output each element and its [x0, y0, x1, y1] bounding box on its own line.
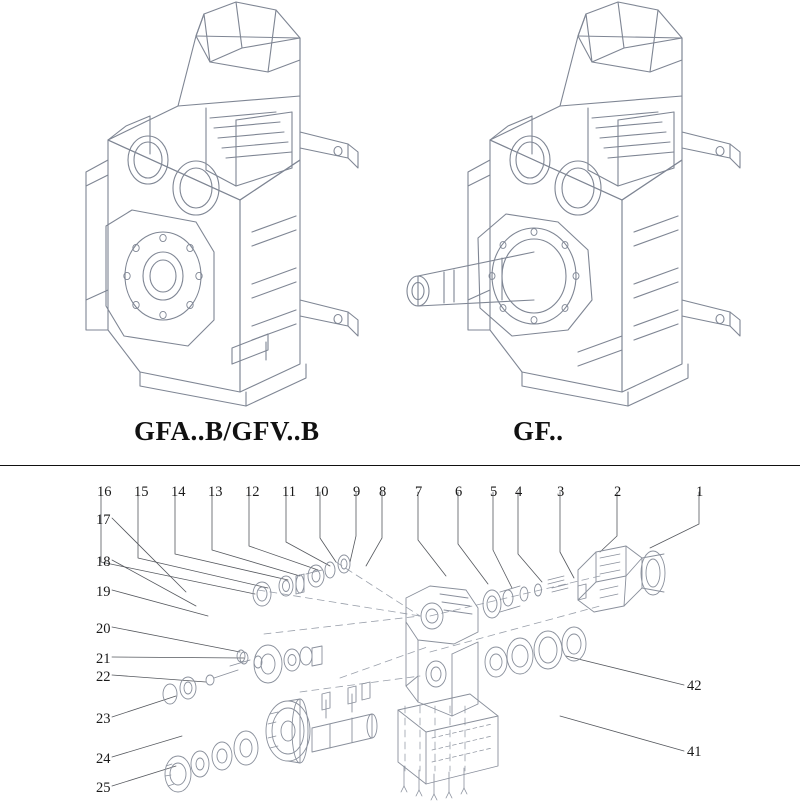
- callout-4: 4: [515, 484, 523, 500]
- callout-42: 42: [687, 678, 702, 694]
- exploded-parts-svg: [0, 466, 800, 801]
- callout-25: 25: [96, 780, 111, 796]
- callout-2: 2: [614, 484, 622, 500]
- callout-12: 12: [245, 484, 260, 500]
- callout-16: 16: [97, 484, 112, 500]
- callout-23: 23: [96, 711, 111, 727]
- callout-7: 7: [415, 484, 423, 500]
- callout-13: 13: [208, 484, 223, 500]
- callout-14: 14: [171, 484, 186, 500]
- callout-15: 15: [134, 484, 149, 500]
- callout-6: 6: [455, 484, 463, 500]
- caption-left: GFA..B/GFV..B: [134, 416, 320, 446]
- callout-20: 20: [96, 621, 111, 637]
- callout-17: 17: [96, 512, 111, 528]
- callout-5: 5: [490, 484, 498, 500]
- callout-21: 21: [96, 651, 111, 667]
- exploded-diagram: [0, 465, 800, 801]
- callout-11: 11: [282, 484, 296, 500]
- callout-8: 8: [379, 484, 387, 500]
- callout-24: 24: [96, 751, 111, 767]
- callout-18: 18: [96, 554, 111, 570]
- gearbox-gf: [407, 2, 740, 406]
- gearbox-gfa-b-gfv-b: [86, 2, 358, 406]
- callout-10: 10: [314, 484, 329, 500]
- callout-9: 9: [353, 484, 361, 500]
- callout-3: 3: [557, 484, 565, 500]
- callout-22: 22: [96, 669, 111, 685]
- callout-19: 19: [96, 584, 111, 600]
- caption-right: GF..: [513, 416, 564, 446]
- callout-1: 1: [696, 484, 704, 500]
- callout-41: 41: [687, 744, 702, 760]
